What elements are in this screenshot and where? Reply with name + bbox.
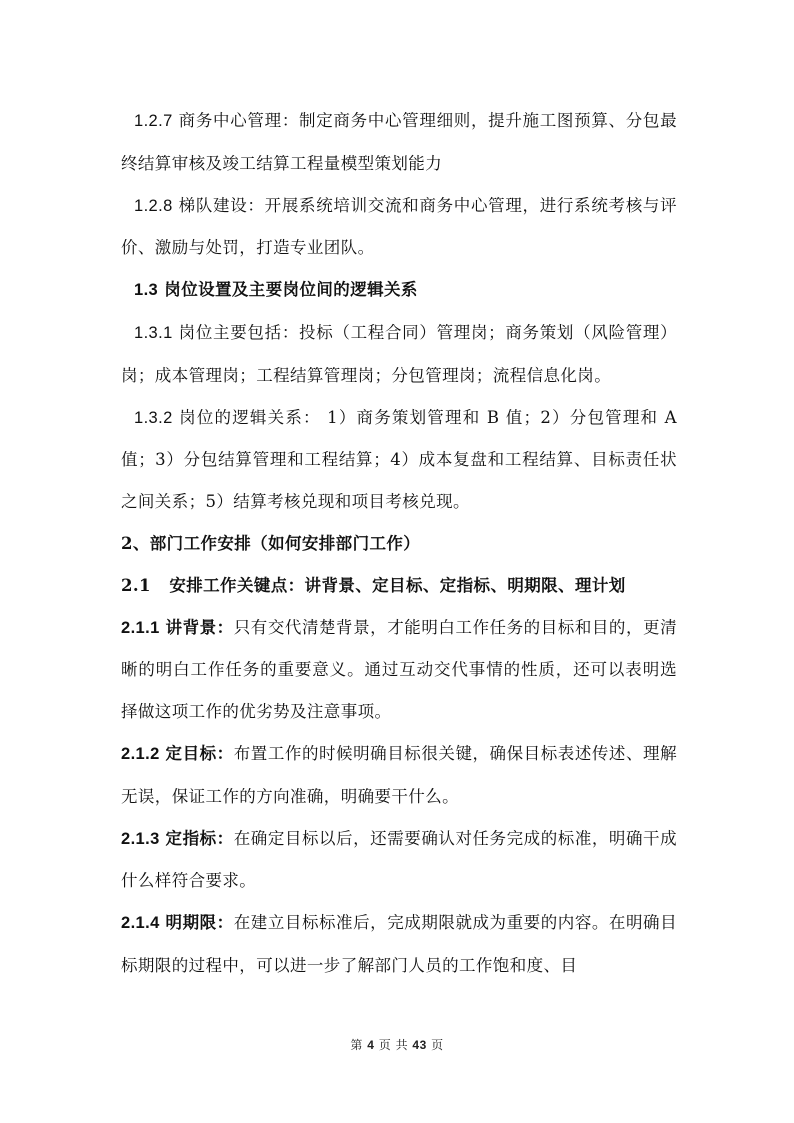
paragraph-text: 岗位主要包括：投标（工程合同）管理岗；商务策划（风险管理）岗；成本管理岗；工程结算管理岗；分包管理岗；流程信息化岗。 [121,322,677,385]
section-number: 2.1.4 [121,914,160,933]
paragraph-2-1-2 [121,733,677,818]
footer-page-number: 4 [367,1038,375,1052]
paragraph-1-2-7 [121,100,677,185]
paragraph-text: 只有交代清楚背景，才能明白工作任务的目标和目的，更清晰的明白工作任务的重要意义。通过互动交代事情的性质，还可以表明选择做这项工作的优劣势及注意事项。 [121,617,677,722]
paragraph-text: 在确定目标以后，还需要确认对任务完成的标准，明确干成什么样符合要求。 [121,828,677,891]
paragraph-term: 定目标： [165,743,234,763]
heading-text: 2.1 安排工作关键点：讲背景、定目标、定指标、明期限、理计划 [121,575,626,595]
paragraph-2-1-4 [121,902,677,987]
section-number: 1.3 [134,281,159,300]
heading-2 [121,523,677,565]
paragraph-2-1-1 [121,607,677,733]
paragraph-1-3-2 [121,397,677,523]
section-number: 1.2.7 [134,112,173,130]
section-number: 1.3.2 [134,408,173,427]
paragraph-text: 商务中心管理：制定商务中心管理细则，提升施工图预算、分包最终结算审核及竣工结算工程量模型策划能力 [121,111,677,173]
paragraph-text: 梯队建设：开展系统培训交流和商务中心管理，进行系统考核与评价、激励与处罚，打造专业团队。 [121,195,677,258]
section-number: 1.3.1 [134,323,173,342]
heading-text: 岗位设置及主要岗位间的逻辑关系 [164,280,418,300]
footer-mid: 页 共 [378,1038,409,1052]
paragraph-1-3-1 [121,312,677,397]
heading-2-1 [121,565,677,607]
footer-prefix: 第 [350,1038,363,1052]
paragraph-term: 讲背景： [165,617,234,637]
heading-text: 2、部门工作安排（如何安排部门工作） [121,533,421,553]
paragraph-1-2-8 [121,185,677,270]
document-body [121,100,677,987]
paragraph-2-1-3 [121,818,677,903]
paragraph-text: 布置工作的时候明确目标很关键，确保目标表述传述、理解无误，保证工作的方向准确，明确要干什么。 [121,743,677,806]
section-number: 2.1.3 [121,829,160,848]
paragraph-term: 定指标： [165,828,234,848]
section-number: 2.1.2 [121,744,160,763]
paragraph-term: 明期限： [165,913,234,933]
heading-1-3 [121,269,677,312]
page-footer [0,1036,794,1053]
footer-suffix: 页 [431,1038,444,1052]
paragraph-text: 岗位的逻辑关系： 1）商务策划管理和 B 值；2）分包管理和 A 值；3）分包结算管理和工程结算；4）成本复盘和工程结算、目标责任状之间关系；5）结算考核兑现和项目考核兑现。 [121,407,677,512]
section-number: 2.1.1 [121,618,160,637]
paragraph-text: 在建立目标标准后，完成期限就成为重要的内容。在明确目标期限的过程中，可以进一步了解部门人员的工作饱和度、目 [121,913,677,975]
section-number: 1.2.8 [134,196,173,215]
footer-total-pages: 43 [412,1038,427,1052]
